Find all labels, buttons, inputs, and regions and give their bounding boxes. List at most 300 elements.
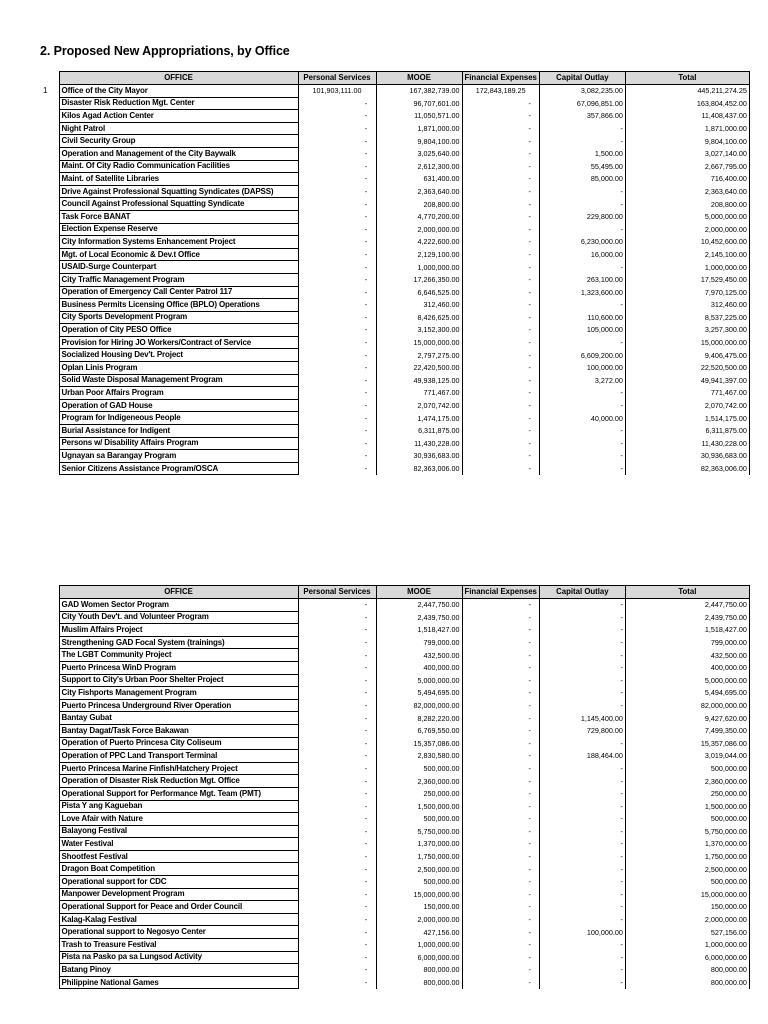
mooe-cell: 2,500,000.00 <box>376 863 462 876</box>
office-name-cell: USAID-Surge Counterpart <box>59 261 298 274</box>
row-number <box>41 412 59 425</box>
financial-expenses-cell: - <box>462 185 539 198</box>
total-cell: 2,360,000.00 <box>625 775 749 788</box>
personal-services-cell: - <box>298 210 376 223</box>
row-number: 1 <box>43 85 48 95</box>
col-capital-outlay: Capital Outlay <box>539 72 625 85</box>
capital-outlay-cell: - <box>539 762 625 775</box>
table-row <box>41 674 749 687</box>
row-number <box>41 462 59 475</box>
capital-outlay-cell: 1,323,600.00 <box>539 286 625 299</box>
mooe-cell: 8,282,220.00 <box>376 712 462 725</box>
financial-expenses-cell: - <box>462 286 539 299</box>
table-row <box>41 888 749 901</box>
personal-services-cell: - <box>298 462 376 475</box>
financial-expenses-cell: - <box>462 437 539 450</box>
row-number <box>41 223 59 236</box>
office-name-cell: GAD Women Sector Program <box>59 599 298 612</box>
financial-expenses-cell: - <box>462 273 539 286</box>
financial-expenses-cell: - <box>462 876 539 889</box>
table-row <box>41 787 749 800</box>
personal-services-cell: 101,903,111.00 <box>298 85 376 98</box>
financial-expenses-cell: - <box>462 299 539 312</box>
personal-services-cell: - <box>298 876 376 889</box>
capital-outlay-cell: - <box>539 699 625 712</box>
mooe-cell: 82,000,000.00 <box>376 699 462 712</box>
total-cell: 1,518,427.00 <box>625 624 749 637</box>
col-mooe: MOOE <box>376 72 462 85</box>
personal-services-cell: - <box>298 939 376 952</box>
financial-expenses-cell: - <box>462 248 539 261</box>
total-cell: 799,000.00 <box>625 636 749 649</box>
total-cell: 2,000,000.00 <box>625 223 749 236</box>
capital-outlay-cell: - <box>539 951 625 964</box>
total-cell: 1,000,000.00 <box>625 261 749 274</box>
table-row <box>41 876 749 889</box>
office-name-cell: Love Afair with Nature <box>59 813 298 826</box>
capital-outlay-cell: - <box>539 913 625 926</box>
personal-services-cell: - <box>298 976 376 989</box>
office-name-cell: Operation of Disaster Risk Reduction Mgt. Office <box>59 775 298 788</box>
total-cell: 771,467.00 <box>625 387 749 400</box>
table-row <box>41 248 749 261</box>
capital-outlay-cell: 6,230,000.00 <box>539 236 625 249</box>
total-cell: 9,804,100.00 <box>625 135 749 148</box>
mooe-cell: 1,000,000.00 <box>376 939 462 952</box>
personal-services-cell: - <box>298 687 376 700</box>
financial-expenses-cell: - <box>462 901 539 914</box>
table-row <box>41 122 749 135</box>
financial-expenses-cell: - <box>462 636 539 649</box>
financial-expenses-cell: - <box>462 425 539 438</box>
financial-expenses-cell: - <box>462 399 539 412</box>
personal-services-cell: - <box>298 850 376 863</box>
total-cell: 163,804,452.00 <box>625 97 749 110</box>
total-cell: 500,000.00 <box>625 876 749 889</box>
office-name-cell: Support to City's Urban Poor Shelter Project <box>59 674 298 687</box>
total-cell: 2,000,000.00 <box>625 913 749 926</box>
col-personal-services: Personal Services <box>298 72 376 85</box>
mooe-cell: 167,382,739.00 <box>376 85 462 98</box>
financial-expenses-cell: - <box>462 374 539 387</box>
table-row <box>41 135 749 148</box>
financial-expenses-cell: - <box>462 462 539 475</box>
mooe-cell: 2,360,000.00 <box>376 775 462 788</box>
capital-outlay-cell: - <box>539 462 625 475</box>
mooe-cell: 9,804,100.00 <box>376 135 462 148</box>
row-number <box>41 825 59 838</box>
row-number <box>41 687 59 700</box>
row-number <box>41 160 59 173</box>
personal-services-cell: - <box>298 674 376 687</box>
row-number <box>41 336 59 349</box>
office-name-cell: Persons w/ Disability Affairs Program <box>59 437 298 450</box>
mooe-cell: 800,000.00 <box>376 976 462 989</box>
financial-expenses-cell: - <box>462 147 539 160</box>
financial-expenses-cell: - <box>462 674 539 687</box>
row-number <box>41 661 59 674</box>
total-cell: 5,000,000.00 <box>625 674 749 687</box>
financial-expenses-cell: - <box>462 838 539 851</box>
office-name-cell: Senior Citizens Assistance Program/OSCA <box>59 462 298 475</box>
col-capital-outlay: Capital Outlay <box>539 586 625 599</box>
capital-outlay-cell: - <box>539 939 625 952</box>
mooe-cell: 2,830,580.00 <box>376 750 462 763</box>
financial-expenses-cell: - <box>462 687 539 700</box>
office-name-cell: Socialized Housing Dev't. Project <box>59 349 298 362</box>
office-name-cell: Mgt. of Local Economic & Dev.t Office <box>59 248 298 261</box>
row-number <box>41 775 59 788</box>
office-name-cell: Trash to Treasure Festival <box>59 939 298 952</box>
total-cell: 5,494,695.00 <box>625 687 749 700</box>
total-cell: 7,970,125.00 <box>625 286 749 299</box>
capital-outlay-cell: - <box>539 876 625 889</box>
table-row <box>41 160 749 173</box>
capital-outlay-cell: - <box>539 775 625 788</box>
office-name-cell: Task Force BANAT <box>59 210 298 223</box>
capital-outlay-cell: 729,800.00 <box>539 724 625 737</box>
row-number <box>41 901 59 914</box>
total-cell: 250,000.00 <box>625 787 749 800</box>
total-cell: 30,936,683.00 <box>625 450 749 463</box>
mooe-cell: 2,797,275.00 <box>376 349 462 362</box>
total-cell: 2,070,742.00 <box>625 399 749 412</box>
capital-outlay-cell: 3,272.00 <box>539 374 625 387</box>
capital-outlay-cell: 85,000.00 <box>539 173 625 186</box>
row-number <box>41 97 59 110</box>
financial-expenses-cell: - <box>462 913 539 926</box>
personal-services-cell: - <box>298 412 376 425</box>
total-cell: 5,000,000.00 <box>625 210 749 223</box>
personal-services-cell: - <box>298 699 376 712</box>
mooe-cell: 150,000.00 <box>376 901 462 914</box>
financial-expenses-cell: - <box>462 236 539 249</box>
mooe-cell: 500,000.00 <box>376 762 462 775</box>
row-number <box>41 210 59 223</box>
total-cell: 2,363,640.00 <box>625 185 749 198</box>
capital-outlay-cell: 1,145,400.00 <box>539 712 625 725</box>
mooe-cell: 2,439,750.00 <box>376 611 462 624</box>
row-number <box>41 964 59 977</box>
total-cell: 800,000.00 <box>625 964 749 977</box>
financial-expenses-cell: - <box>462 261 539 274</box>
total-cell: 527,156.00 <box>625 926 749 939</box>
capital-outlay-cell: 263,100.00 <box>539 273 625 286</box>
capital-outlay-cell: 16,000.00 <box>539 248 625 261</box>
capital-outlay-cell: 100,000.00 <box>539 926 625 939</box>
table-row <box>41 687 749 700</box>
col-financial-expenses: Financial Expenses <box>462 586 539 599</box>
personal-services-cell: - <box>298 286 376 299</box>
table-row <box>41 825 749 838</box>
total-cell: 208,800.00 <box>625 198 749 211</box>
mooe-cell: 49,938,125.00 <box>376 374 462 387</box>
personal-services-cell: - <box>298 387 376 400</box>
financial-expenses-cell: - <box>462 122 539 135</box>
table-row <box>41 462 749 475</box>
col-office: OFFICE <box>59 586 298 599</box>
table-row <box>41 737 749 750</box>
capital-outlay-cell: 105,000.00 <box>539 324 625 337</box>
office-name-cell: Office of the City Mayor <box>59 85 298 98</box>
financial-expenses-cell: - <box>462 450 539 463</box>
row-number <box>41 737 59 750</box>
row-number <box>41 362 59 375</box>
mooe-cell: 15,357,086.00 <box>376 737 462 750</box>
row-number <box>41 913 59 926</box>
mooe-cell: 4,222,600.00 <box>376 236 462 249</box>
personal-services-cell: - <box>298 750 376 763</box>
total-cell: 3,257,300.00 <box>625 324 749 337</box>
row-number <box>41 399 59 412</box>
table-row <box>41 362 749 375</box>
office-name-cell: Operation of GAD House <box>59 399 298 412</box>
table-row <box>41 311 749 324</box>
mooe-cell: 11,430,228.00 <box>376 437 462 450</box>
row-number <box>41 876 59 889</box>
mooe-cell: 15,000,000.00 <box>376 888 462 901</box>
total-cell: 1,000,000.00 <box>625 939 749 952</box>
row-number <box>41 311 59 324</box>
personal-services-cell: - <box>298 724 376 737</box>
financial-expenses-cell: - <box>462 850 539 863</box>
financial-expenses-cell: - <box>462 762 539 775</box>
total-cell: 1,500,000.00 <box>625 800 749 813</box>
table-row <box>41 762 749 775</box>
financial-expenses-cell: - <box>462 800 539 813</box>
capital-outlay-cell: - <box>539 825 625 838</box>
table-row <box>41 223 749 236</box>
table-row <box>41 374 749 387</box>
row-number <box>41 787 59 800</box>
table-row <box>41 901 749 914</box>
total-cell: 3,019,044.00 <box>625 750 749 763</box>
capital-outlay-cell: 188,464.00 <box>539 750 625 763</box>
total-cell: 7,499,350.00 <box>625 724 749 737</box>
financial-expenses-cell: - <box>462 198 539 211</box>
personal-services-cell: - <box>298 185 376 198</box>
capital-outlay-cell: - <box>539 450 625 463</box>
row-number <box>41 349 59 362</box>
total-cell: 15,000,000.00 <box>625 888 749 901</box>
total-cell: 6,000,000.00 <box>625 951 749 964</box>
mooe-cell: 30,936,683.00 <box>376 450 462 463</box>
table-row <box>41 286 749 299</box>
total-cell: 5,750,000.00 <box>625 825 749 838</box>
personal-services-cell: - <box>298 261 376 274</box>
office-name-cell: Puerto Princesa WinD Program <box>59 661 298 674</box>
mooe-cell: 3,152,300.00 <box>376 324 462 337</box>
office-name-cell: Ugnayan sa Barangay Program <box>59 450 298 463</box>
mooe-cell: 427,156.00 <box>376 926 462 939</box>
row-number <box>41 926 59 939</box>
capital-outlay-cell: - <box>539 185 625 198</box>
capital-outlay-cell: - <box>539 888 625 901</box>
col-total: Total <box>625 72 749 85</box>
office-name-cell: Council Against Professional Squatting Syndicate <box>59 198 298 211</box>
row-number <box>41 450 59 463</box>
office-name-cell: Urban Poor Affairs Program <box>59 387 298 400</box>
table-row <box>41 299 749 312</box>
table-row <box>41 412 749 425</box>
mooe-cell: 1,500,000.00 <box>376 800 462 813</box>
total-cell: 400,000.00 <box>625 661 749 674</box>
row-number <box>41 387 59 400</box>
col-personal-services: Personal Services <box>298 586 376 599</box>
office-name-cell: Philippine National Games <box>59 976 298 989</box>
row-number <box>41 437 59 450</box>
total-cell: 800,000.00 <box>625 976 749 989</box>
personal-services-cell: - <box>298 888 376 901</box>
personal-services-cell: - <box>298 863 376 876</box>
office-name-cell: Solid Waste Disposal Management Program <box>59 374 298 387</box>
financial-expenses-cell: - <box>462 939 539 952</box>
personal-services-cell: - <box>298 147 376 160</box>
office-name-cell: Bantay Dagat/Task Force Bakawan <box>59 724 298 737</box>
table-row <box>41 349 749 362</box>
financial-expenses-cell: - <box>462 97 539 110</box>
office-name-cell: Puerto Princesa Marine Finfish/Hatchery Project <box>59 762 298 775</box>
personal-services-cell: - <box>298 160 376 173</box>
office-name-cell: Puerto Princesa Underground River Operation <box>59 699 298 712</box>
capital-outlay-cell: 229,800.00 <box>539 210 625 223</box>
row-number <box>41 135 59 148</box>
capital-outlay-cell: - <box>539 135 625 148</box>
mooe-cell: 5,494,695.00 <box>376 687 462 700</box>
office-name-cell: Drive Against Professional Squatting Syndicates (DAPSS) <box>59 185 298 198</box>
financial-expenses-cell: - <box>462 173 539 186</box>
personal-services-cell: - <box>298 437 376 450</box>
financial-expenses-cell: - <box>462 787 539 800</box>
row-number <box>41 110 59 123</box>
row-number <box>41 699 59 712</box>
personal-services-cell: - <box>298 951 376 964</box>
capital-outlay-cell: - <box>539 336 625 349</box>
capital-outlay-cell: - <box>539 387 625 400</box>
office-name-cell: Operation of Emergency Call Center Patrol 117 <box>59 286 298 299</box>
capital-outlay-cell: 3,082,235.00 <box>539 85 625 98</box>
table-row <box>41 450 749 463</box>
table-row <box>41 425 749 438</box>
personal-services-cell: - <box>298 135 376 148</box>
personal-services-cell: - <box>298 636 376 649</box>
mooe-cell: 5,750,000.00 <box>376 825 462 838</box>
mooe-cell: 1,871,000.00 <box>376 122 462 135</box>
col-mooe: MOOE <box>376 586 462 599</box>
capital-outlay-cell: - <box>539 737 625 750</box>
financial-expenses-cell: - <box>462 135 539 148</box>
row-number <box>41 636 59 649</box>
col-total: Total <box>625 586 749 599</box>
capital-outlay-cell: - <box>539 624 625 637</box>
capital-outlay-cell: - <box>539 976 625 989</box>
office-name-cell: Balayong Festival <box>59 825 298 838</box>
mooe-cell: 800,000.00 <box>376 964 462 977</box>
financial-expenses-cell: - <box>462 813 539 826</box>
table-row <box>41 926 749 939</box>
row-number <box>41 425 59 438</box>
table-row <box>41 110 749 123</box>
office-name-cell: Muslim Affairs Project <box>59 624 298 637</box>
capital-outlay-cell: 357,866.00 <box>539 110 625 123</box>
office-name-cell: Shootfest Festival <box>59 850 298 863</box>
office-name-cell: Water Festival <box>59 838 298 851</box>
row-number <box>41 248 59 261</box>
table-row <box>41 699 749 712</box>
financial-expenses-cell: - <box>462 737 539 750</box>
capital-outlay-cell: 110,600.00 <box>539 311 625 324</box>
personal-services-cell: - <box>298 599 376 612</box>
office-name-cell: City Information Systems Enhancement Project <box>59 236 298 249</box>
office-name-cell: Operation and Management of the City Baywalk <box>59 147 298 160</box>
total-cell: 432,500.00 <box>625 649 749 662</box>
capital-outlay-cell: - <box>539 964 625 977</box>
capital-outlay-cell: - <box>539 198 625 211</box>
office-name-cell: Operation of Puerto Princesa City Coliseum <box>59 737 298 750</box>
table-row <box>41 336 749 349</box>
financial-expenses-cell: - <box>462 888 539 901</box>
total-cell: 9,406,475.00 <box>625 349 749 362</box>
office-name-cell: Burial Assistance for Indigent <box>59 425 298 438</box>
table-header-row <box>41 586 749 599</box>
total-cell: 1,871,000.00 <box>625 122 749 135</box>
mooe-cell: 6,000,000.00 <box>376 951 462 964</box>
total-cell: 716,400.00 <box>625 173 749 186</box>
total-cell: 3,027,140.00 <box>625 147 749 160</box>
capital-outlay-cell: - <box>539 863 625 876</box>
table-row <box>41 939 749 952</box>
total-cell: 10,452,600.00 <box>625 236 749 249</box>
personal-services-cell: - <box>298 374 376 387</box>
personal-services-cell: - <box>298 349 376 362</box>
mooe-cell: 82,363,006.00 <box>376 462 462 475</box>
row-number <box>41 185 59 198</box>
mooe-cell: 2,000,000.00 <box>376 223 462 236</box>
personal-services-cell: - <box>298 926 376 939</box>
mooe-cell: 8,426,625.00 <box>376 311 462 324</box>
personal-services-cell: - <box>298 236 376 249</box>
total-cell: 2,500,000.00 <box>625 863 749 876</box>
total-cell: 500,000.00 <box>625 813 749 826</box>
row-number <box>41 236 59 249</box>
total-cell: 2,667,795.00 <box>625 160 749 173</box>
table-row <box>41 85 749 98</box>
row-number <box>41 939 59 952</box>
table-row <box>41 624 749 637</box>
mooe-cell: 11,050,571.00 <box>376 110 462 123</box>
total-cell: 1,514,175.00 <box>625 412 749 425</box>
mooe-cell: 250,000.00 <box>376 787 462 800</box>
total-cell: 150,000.00 <box>625 901 749 914</box>
mooe-cell: 432,500.00 <box>376 649 462 662</box>
financial-expenses-cell: - <box>462 775 539 788</box>
row-number <box>41 712 59 725</box>
financial-expenses-cell: - <box>462 311 539 324</box>
financial-expenses-cell: - <box>462 699 539 712</box>
office-name-cell: City Fishports Management Program <box>59 687 298 700</box>
office-name-cell: Civil Security Group <box>59 135 298 148</box>
total-cell: 8,537,225.00 <box>625 311 749 324</box>
row-number <box>41 611 59 624</box>
mooe-cell: 1,518,427.00 <box>376 624 462 637</box>
row-number <box>41 838 59 851</box>
financial-expenses-cell: - <box>462 324 539 337</box>
financial-expenses-cell: - <box>462 160 539 173</box>
capital-outlay-cell: - <box>539 838 625 851</box>
row-number <box>41 286 59 299</box>
office-name-cell: Operation of PPC Land Transport Terminal <box>59 750 298 763</box>
personal-services-cell: - <box>298 97 376 110</box>
